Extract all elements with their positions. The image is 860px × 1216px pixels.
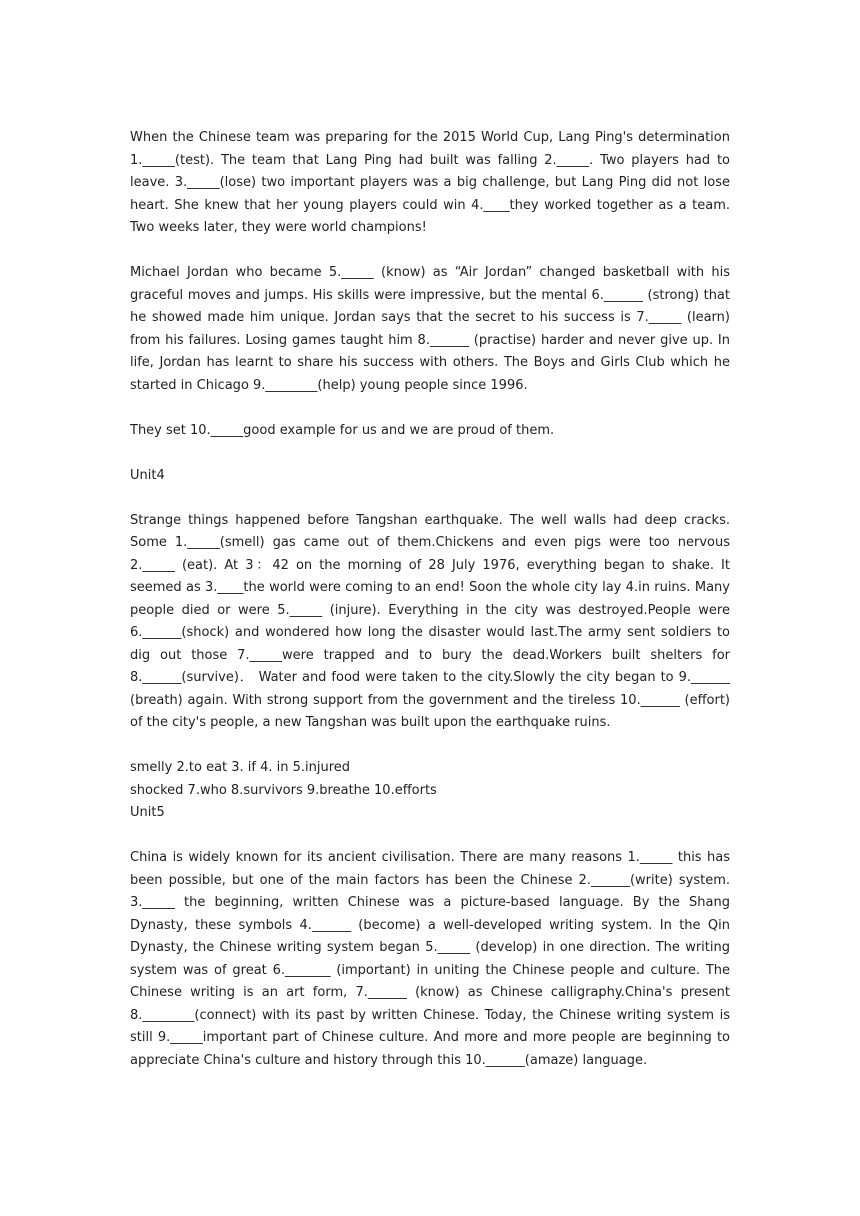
paragraph-chinese-writing: China is widely known for its ancient civilisation. There are many reasons 1._____ this has been possible, but one of the main factors has been the Chinese 2.______(write) system. 3._____ the beginning, written Chinese was a picture-based language. By the Shang Dynasty, these symbols 4.______ (become) a well-developed writing system. In the Qin Dynasty, the Chinese writing system began 5._____ (develop) in one direction. The writing system was of great 6._______ (important) in uniting the Chinese people and culture. The Chinese writing is an art form, 7.______ (know) as Chinese calligraphy.China's present 8.________(connect) with its past by written Chinese. Today, the Chinese writing system is still 9._____important part of Chinese culture. And more and more people are beginning to appreciate China's culture and history through this 10.______(amaze) language.: [130, 850, 730, 1068]
paragraph-michael-jordan: Michael Jordan who became 5._____ (know) as “Air Jordan” changed basketball with his graceful moves and jumps. His skills were impressive, but the mental 6.______ (strong) that he showed made him unique. Jordan says that the secret to his success is 7._____ (learn) from his failures. Losing games taught him 8.______ (practise) harder and never give up. In life, Jordan has learnt to share his success with others. The Boys and Girls Club which he started in Chicago 9.________(help) young people since 1996.: [130, 265, 730, 393]
answer-line-2: shocked 7.who 8.survivors 9.breathe 10.efforts: [130, 782, 437, 798]
paragraph-example: They set 10._____good example for us and we are proud of them.: [130, 422, 555, 438]
unit5-heading: Unit5: [130, 805, 165, 820]
answer-line-1: smelly 2.to eat 3. if 4. in 5.injured: [130, 760, 351, 775]
document-page: [130, 127, 730, 1095]
paragraph-tangshan-earthquake: Strange things happened before Tangshan earthquake. The well walls had deep cracks. Some 1._____(smell) gas came out of them.Chickens and even pigs were too nervous 2._____ (eat). At 3：42 on the morning of 28 July 1976, everything began to shake. It seemed as 3.____the world were coming to an end! Soon the whole city lay 4.in ruins. Many people died or were 5._____ (injure). Everything in the city was destroyed.People were 6.______(shock) and wondered how long the disaster would last.The army sent soldiers to dig out those 7._____were trapped and to bury the dead.Workers built shelters for 8.______(survive)． Water and food were taken to the city.Slowly the city began to 9.______ (breath) again. With strong support from the government and the tireless 10.______ (effort) of the city's people, a new Tangshan was built upon the earthquake ruins.: [130, 512, 730, 730]
paragraph-lang-ping: When the Chinese team was preparing for the 2015 World Cup, Lang Ping's determination 1._____(test). The team that Lang Ping had built was falling 2._____. Two players had to leave. 3._____(lose) two important players was a big challenge, but Lang Ping did not lose heart. She knew that her young players could win 4.____they worked together as a team. Two weeks later, they were world champions!: [130, 130, 730, 235]
unit4-heading: Unit4: [130, 467, 165, 483]
